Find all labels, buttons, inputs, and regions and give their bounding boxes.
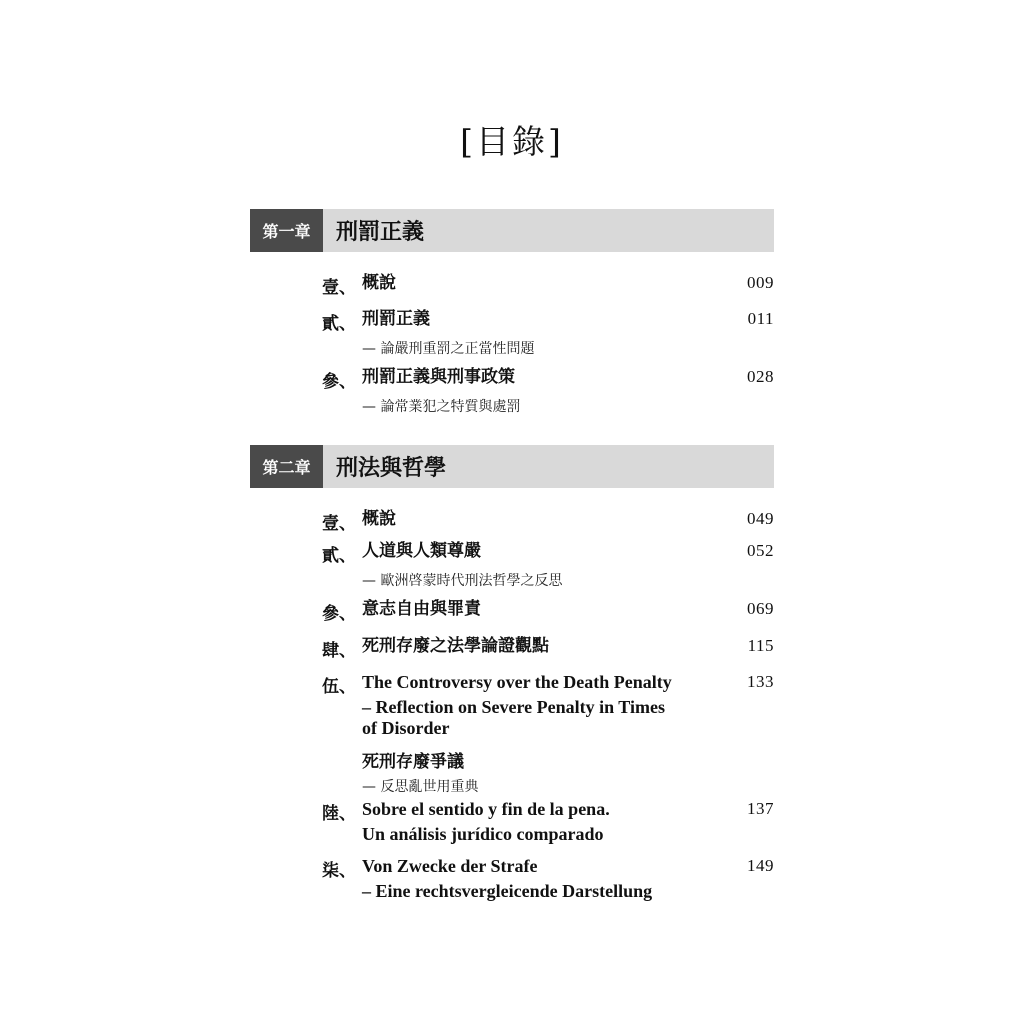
entry-number: 參、 [322, 604, 356, 624]
toc-entry-1-2[interactable] [322, 309, 774, 358]
entry-title: 死刑存廢之法學論證觀點 [362, 636, 549, 656]
toc-entry-2-7[interactable] [322, 856, 774, 902]
entry-number: 壹、 [322, 514, 356, 534]
chapter-1-header [250, 209, 774, 252]
entry-page: 011 [747, 309, 774, 328]
entry-page: 049 [747, 509, 774, 528]
chapter-2-header [250, 445, 774, 488]
entry-title: The Controversy over the Death Penalty [362, 672, 672, 692]
toc-entry-2-4[interactable] [322, 636, 774, 661]
entry-subtitle-en: – Reflection on Severe Penalty in Times [362, 697, 665, 717]
entry-page: 137 [747, 799, 774, 818]
entry-subtitle: — 反思亂世用重典 [362, 779, 479, 795]
chapter-1-tag: 第一章 [250, 209, 323, 252]
entry-title: 刑罰正義 [362, 309, 430, 329]
entry-page: 028 [747, 367, 774, 386]
chapter-2-tag: 第二章 [250, 445, 323, 488]
entry-title-zh: 死刑存廢爭議 [362, 752, 464, 772]
entry-subtitle: — 論常業犯之特質與處罰 [362, 399, 521, 415]
toc-entry-2-1[interactable] [322, 509, 774, 534]
toc-entry-1-1[interactable] [322, 273, 774, 298]
toc-entry-2-2[interactable] [322, 541, 774, 590]
page-title: [目錄] [460, 122, 564, 161]
entry-subtitle: — 論嚴刑重罰之正當性問題 [362, 341, 535, 357]
entry-title: 意志自由與罪責 [362, 599, 481, 619]
entry-subtitle-en: of Disorder [362, 718, 450, 738]
toc-entry-2-6[interactable] [322, 799, 774, 845]
entry-title: Sobre el sentido y fin de la pena. [362, 799, 610, 819]
entry-number: 參、 [322, 372, 356, 392]
entry-page: 052 [747, 541, 774, 560]
entry-title: Von Zwecke der Strafe [362, 856, 538, 876]
chapter-1-title: 刑罰正義 [336, 219, 425, 245]
entry-number: 伍、 [322, 677, 356, 697]
toc-entry-1-3[interactable] [322, 367, 774, 416]
entry-page: 009 [747, 273, 774, 292]
entry-subtitle-en: Un análisis jurídico comparado [362, 824, 604, 844]
entry-number: 陸、 [322, 804, 356, 824]
entry-subtitle-en: – Eine rechtsvergleicende Darstellung [362, 881, 653, 901]
toc-entry-2-5[interactable] [322, 672, 774, 796]
entry-number: 貳、 [322, 546, 356, 566]
toc-entry-2-3[interactable] [322, 599, 774, 624]
entry-number: 貳、 [322, 314, 356, 334]
entry-page: 115 [747, 636, 774, 655]
entry-number: 柒、 [322, 861, 356, 881]
entry-page: 069 [747, 599, 774, 618]
entry-page: 133 [747, 672, 774, 691]
chapter-2-title: 刑法與哲學 [336, 455, 447, 481]
entry-number: 肆、 [322, 641, 356, 661]
entry-title: 刑罰正義與刑事政策 [362, 367, 515, 387]
entry-page: 149 [747, 856, 774, 875]
entry-title: 人道與人類尊嚴 [362, 541, 481, 561]
entry-number: 壹、 [322, 278, 356, 298]
entry-title: 概說 [362, 273, 396, 293]
entry-title: 概說 [362, 509, 396, 529]
entry-subtitle: — 歐洲啓蒙時代刑法哲學之反思 [362, 573, 563, 589]
